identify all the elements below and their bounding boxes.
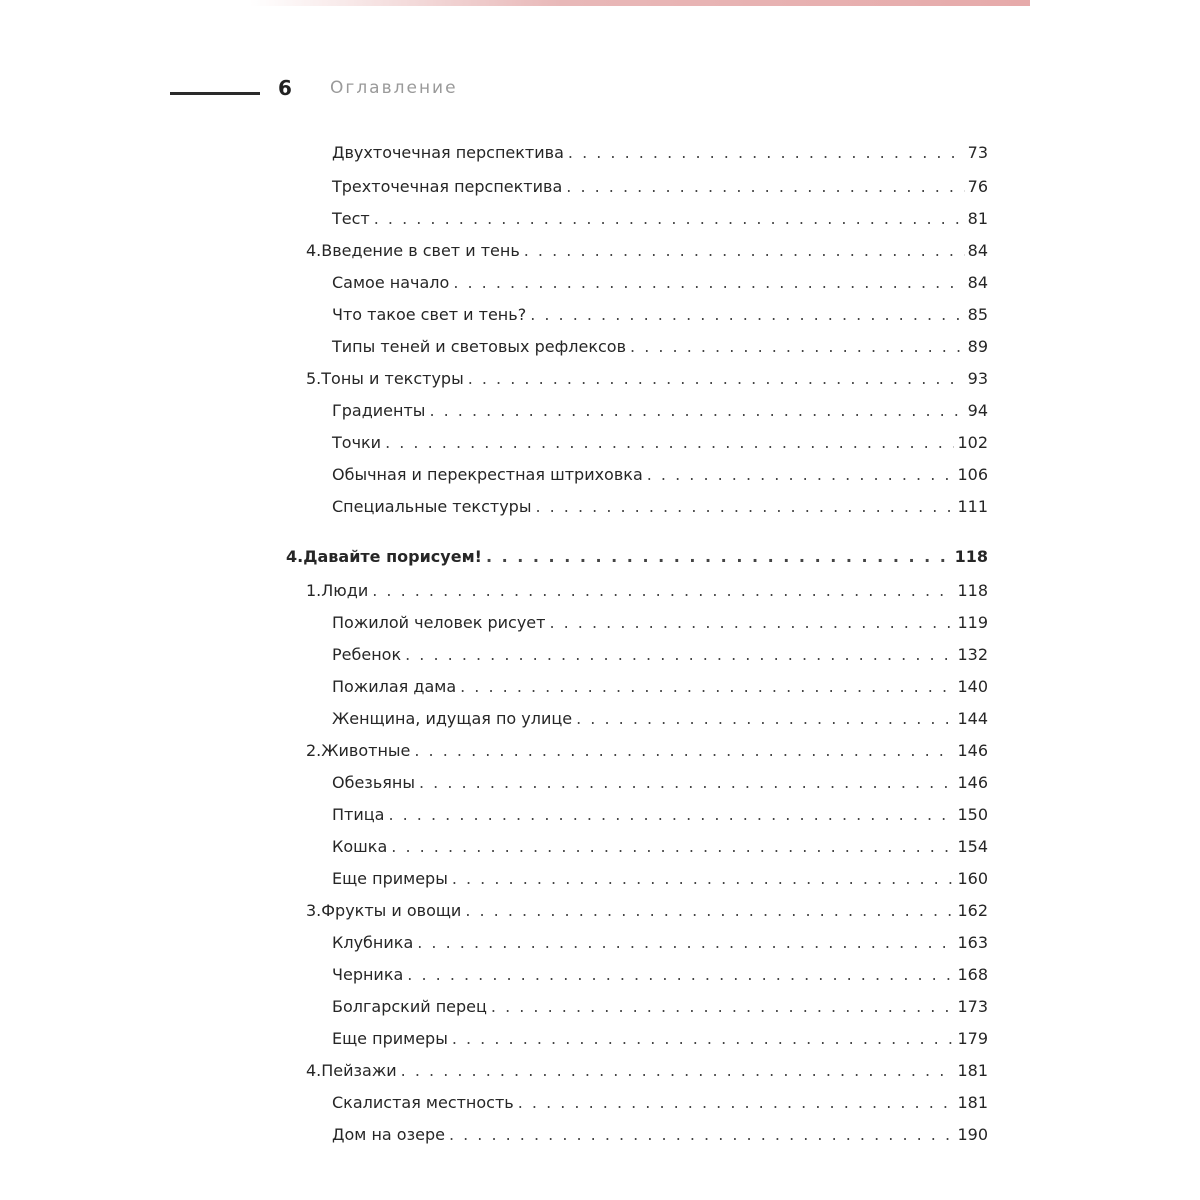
dot-leader xyxy=(460,671,954,703)
toc-entry-title: Животные xyxy=(321,741,411,760)
toc-entry-page: 132 xyxy=(957,645,988,664)
dot-leader xyxy=(647,459,955,491)
dot-leader xyxy=(518,1087,955,1119)
toc-entry-page: 106 xyxy=(957,465,988,484)
toc-section xyxy=(306,1055,988,1087)
top-accent-bar xyxy=(250,0,1030,6)
toc-entry xyxy=(332,799,988,831)
toc-entry xyxy=(332,137,988,169)
toc-entry-title: Обезьяны xyxy=(332,773,415,792)
section-title: Оглавление xyxy=(330,78,458,98)
dot-leader xyxy=(630,331,965,363)
toc-entry xyxy=(332,607,988,639)
toc-entry-page: 160 xyxy=(957,869,988,888)
toc-entry xyxy=(332,395,988,427)
toc-entry xyxy=(332,1119,988,1151)
toc-entry-title: Пожилой человек рисует xyxy=(332,613,546,632)
dot-leader xyxy=(486,541,952,573)
toc-entry xyxy=(332,639,988,671)
toc-entry-page: 85 xyxy=(967,305,988,324)
dot-leader xyxy=(452,863,955,895)
toc-entry-title: Скалистая местность xyxy=(332,1093,514,1112)
toc-entry-title: Клубника xyxy=(332,933,414,952)
dot-leader xyxy=(419,767,954,799)
toc-entry-page: 146 xyxy=(957,773,988,792)
toc-entry-title: Тоны и текстуры xyxy=(321,369,464,388)
toc-chapter xyxy=(286,541,988,573)
dot-leader xyxy=(566,171,964,203)
toc-entry-page: 181 xyxy=(957,1093,988,1112)
toc-section xyxy=(306,235,988,267)
toc-entry-page: 118 xyxy=(957,581,988,600)
toc-section xyxy=(306,895,988,927)
toc-entry-title: Еще примеры xyxy=(332,1029,448,1048)
toc-entry xyxy=(332,491,988,523)
toc-entry-number: 2. xyxy=(306,741,322,760)
toc-entry-title: Болгарский перец xyxy=(332,997,487,1016)
dot-leader xyxy=(530,299,964,331)
header-rule xyxy=(170,92,260,95)
toc-entry-title: Дом на озере xyxy=(332,1125,445,1144)
dot-leader xyxy=(568,137,965,169)
toc-entry-page: 190 xyxy=(957,1125,988,1144)
dot-leader xyxy=(549,607,954,639)
dot-leader xyxy=(429,395,964,427)
toc-entry xyxy=(332,427,988,459)
dot-leader xyxy=(465,895,954,927)
page-header xyxy=(0,70,1200,110)
toc-entry-title: Введение в свет и тень xyxy=(321,241,520,260)
page-number: 6 xyxy=(278,76,292,100)
toc-entry-page: 154 xyxy=(957,837,988,856)
toc-entry xyxy=(332,959,988,991)
toc-entry-title: Градиенты xyxy=(332,401,426,420)
toc-entry-page: 84 xyxy=(967,273,988,292)
toc-entry-title: Люди xyxy=(321,581,369,600)
toc-entry-page: 173 xyxy=(957,997,988,1016)
dot-leader xyxy=(372,575,954,607)
toc-entry xyxy=(332,863,988,895)
dot-leader xyxy=(374,203,965,235)
toc-entry-page: 179 xyxy=(957,1029,988,1048)
toc-entry-page: 76 xyxy=(967,177,988,196)
toc-entry-page: 162 xyxy=(957,901,988,920)
toc-entry-title: Птица xyxy=(332,805,385,824)
toc-entry-page: 181 xyxy=(957,1061,988,1080)
toc-section xyxy=(306,575,988,607)
toc-entry-title: Женщина, идущая по улице xyxy=(332,709,573,728)
toc-entry xyxy=(332,459,988,491)
toc-entry-number: 4. xyxy=(286,547,304,566)
toc-entry xyxy=(332,927,988,959)
toc-entry-number: 1. xyxy=(306,581,322,600)
toc-entry xyxy=(332,203,988,235)
toc-entry-page: 102 xyxy=(957,433,988,452)
dot-leader xyxy=(468,363,965,395)
toc-entry-title: Что такое свет и тень? xyxy=(332,305,527,324)
toc-entry-page: 111 xyxy=(957,497,988,516)
toc-entry-title: Фрукты и овощи xyxy=(321,901,462,920)
toc-entry-title: Трехточечная перспектива xyxy=(332,177,563,196)
toc-entry-page: 93 xyxy=(967,369,988,388)
dot-leader xyxy=(491,991,955,1023)
toc-entry-title: Специальные текстуры xyxy=(332,497,532,516)
dot-leader xyxy=(388,799,954,831)
toc-entry xyxy=(332,991,988,1023)
toc-entry-page: 118 xyxy=(954,547,988,566)
toc-entry-page: 81 xyxy=(967,209,988,228)
dot-leader xyxy=(391,831,954,863)
toc-entry-title: Черника xyxy=(332,965,404,984)
toc-entry-page: 84 xyxy=(967,241,988,260)
dot-leader xyxy=(452,1023,955,1055)
toc-entry-title: Тест xyxy=(332,209,370,228)
toc-entry-title: Обычная и перекрестная штриховка xyxy=(332,465,643,484)
toc-entry xyxy=(332,267,988,299)
dot-leader xyxy=(405,639,954,671)
toc-entry-title: Давайте порисуем! xyxy=(303,547,482,566)
toc-entry-number: 4. xyxy=(306,241,322,260)
toc-entry-page: 140 xyxy=(957,677,988,696)
toc-entry xyxy=(332,703,988,735)
toc-entry-title: Еще примеры xyxy=(332,869,448,888)
toc-entry-number: 5. xyxy=(306,369,322,388)
toc-entry-title: Точки xyxy=(332,433,382,452)
dot-leader xyxy=(576,703,954,735)
toc-entry xyxy=(332,331,988,363)
toc-entry-title: Пожилая дама xyxy=(332,677,457,696)
dot-leader xyxy=(417,927,954,959)
toc-section xyxy=(306,735,988,767)
toc-entry xyxy=(332,831,988,863)
toc-entry-page: 73 xyxy=(967,143,988,162)
toc-entry-number: 4. xyxy=(306,1061,322,1080)
toc-entry-title: Типы теней и световых рефлексов xyxy=(332,337,627,356)
toc-entry xyxy=(332,1087,988,1119)
toc-entry-page: 144 xyxy=(957,709,988,728)
toc-entry-title: Пейзажи xyxy=(321,1061,397,1080)
toc-entry xyxy=(332,767,988,799)
dot-leader xyxy=(453,267,964,299)
toc-entry-page: 168 xyxy=(957,965,988,984)
toc-entry xyxy=(332,671,988,703)
toc-entry-page: 89 xyxy=(967,337,988,356)
toc-entry xyxy=(332,171,988,203)
toc-entry-page: 119 xyxy=(957,613,988,632)
toc-entry xyxy=(332,1023,988,1055)
toc-entry xyxy=(332,299,988,331)
dot-leader xyxy=(524,235,965,267)
toc-section xyxy=(306,363,988,395)
toc-entry-page: 163 xyxy=(957,933,988,952)
toc-entry-title: Двухточечная перспектива xyxy=(332,143,564,162)
dot-leader xyxy=(414,735,954,767)
toc-entry-page: 94 xyxy=(967,401,988,420)
toc-entry-title: Кошка xyxy=(332,837,388,856)
dot-leader xyxy=(449,1119,955,1151)
dot-leader xyxy=(407,959,954,991)
dot-leader xyxy=(385,427,954,459)
toc-entry-page: 150 xyxy=(957,805,988,824)
dot-leader xyxy=(401,1055,955,1087)
toc-entry-title: Ребенок xyxy=(332,645,402,664)
toc-entry-number: 3. xyxy=(306,901,322,920)
toc-entry-title: Самое начало xyxy=(332,273,450,292)
toc-entry-page: 146 xyxy=(957,741,988,760)
dot-leader xyxy=(535,491,954,523)
